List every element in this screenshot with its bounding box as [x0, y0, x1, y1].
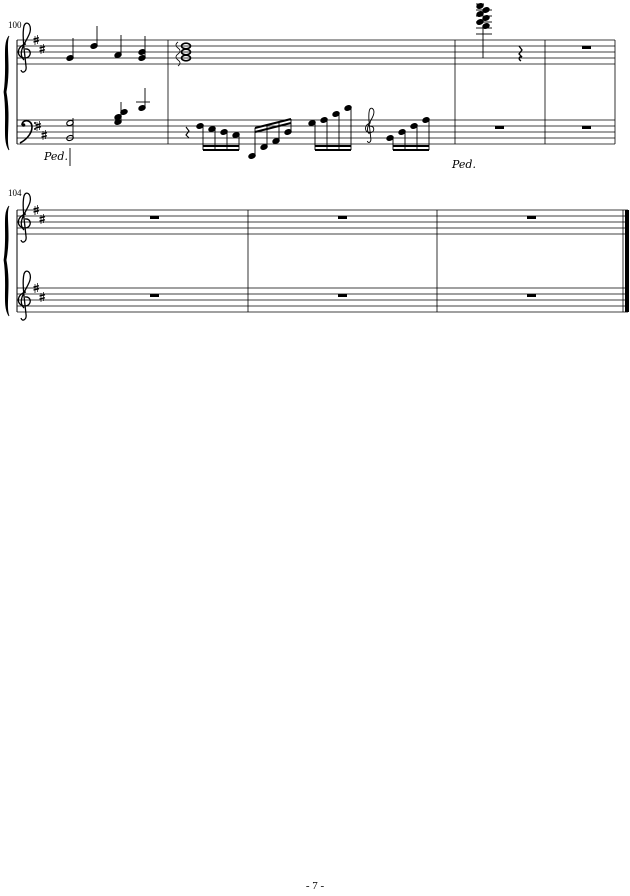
arpeggio-icon	[176, 42, 180, 66]
measure-101-treble	[176, 42, 191, 66]
sharp-icon	[40, 44, 46, 54]
whole-rest-icon	[338, 294, 347, 297]
treble-staff-2	[17, 210, 628, 234]
lower-staff-2	[17, 288, 628, 312]
whole-rest-icon	[495, 126, 504, 129]
brace-icon	[4, 206, 9, 316]
whole-rest-icon	[527, 294, 536, 297]
bass-staff	[17, 120, 615, 144]
treble-staff	[17, 40, 615, 64]
barlines-system-2	[248, 210, 623, 312]
measure-100-treble	[66, 26, 146, 61]
measure-number-104: 104	[8, 188, 22, 198]
whole-rest-icon	[527, 216, 536, 219]
quarter-rest-icon	[519, 46, 522, 61]
key-signature-bass	[36, 121, 48, 140]
pedal-mark: Ped.	[452, 158, 476, 171]
whole-rest-icon	[582, 46, 591, 49]
whole-rest-icon	[338, 216, 347, 219]
key-signature-treble-2	[34, 205, 46, 224]
whole-rest-icon	[150, 216, 159, 219]
barlines-system-1	[168, 40, 615, 144]
system-1	[4, 3, 615, 171]
system-2	[4, 188, 629, 320]
treble-clef-icon	[18, 23, 30, 72]
treble-clef-icon	[18, 193, 30, 242]
key-signature-treble	[34, 35, 46, 54]
treble-clef-icon	[18, 271, 30, 320]
sharp-icon	[42, 130, 48, 140]
measure-100-bass	[66, 88, 150, 166]
brace-icon	[4, 36, 9, 150]
sharp-icon	[40, 214, 46, 224]
final-barline-icon	[625, 210, 629, 312]
key-signature-lower-2	[34, 283, 46, 302]
page-number: - 7 -	[305, 880, 325, 892]
measure-number-100: 100	[8, 20, 22, 30]
whole-rest-icon	[582, 126, 591, 129]
sharp-icon	[40, 292, 46, 302]
treble-clef-icon	[365, 108, 373, 142]
whole-rest-icon	[150, 294, 159, 297]
pedal-mark: Ped.	[44, 150, 68, 163]
